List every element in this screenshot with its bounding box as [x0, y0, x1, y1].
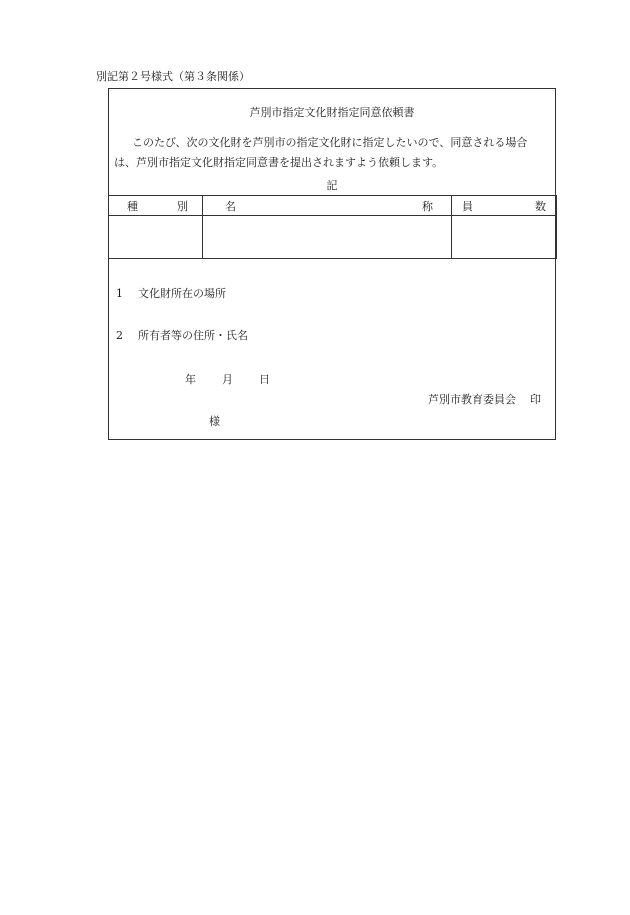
header-count [452, 196, 557, 216]
request-form-frame [108, 88, 556, 440]
header-name [203, 196, 452, 216]
cell-name-input[interactable] [203, 216, 452, 259]
request-body-line-1 [114, 133, 554, 153]
header-count-char-2: 数 [535, 199, 546, 213]
header-type-char-2: 別 [177, 199, 188, 213]
document-title: 芦別市指定文化財指定同意依頼書 [249, 106, 415, 119]
date-year: 年 [185, 373, 196, 386]
cell-count-input[interactable] [452, 216, 557, 259]
table-header-row [109, 196, 557, 216]
date-day: 日 [259, 373, 270, 386]
request-body [114, 133, 554, 173]
header-count-char-1: 員 [462, 199, 473, 213]
addressee-suffix: 様 [209, 415, 220, 428]
issuer [428, 391, 541, 407]
date-month: 月 [222, 373, 233, 386]
item-location [116, 285, 226, 301]
date-line [185, 371, 270, 387]
item-location-number: 1 [116, 287, 123, 300]
header-type-char-1: 種 [127, 199, 138, 213]
form-caption: 別記第２号様式（第３条関係） [96, 70, 250, 83]
issuer-name: 芦別市教育委員会 [428, 393, 516, 406]
item-owner-label: 所有者等の住所・氏名 [138, 329, 248, 342]
property-table [108, 195, 557, 259]
issuer-seal: 印 [530, 393, 541, 406]
table-row [109, 216, 557, 259]
request-body-line-1-text: このたび、次の文化財を芦別市の指定文化財に指定したいので、同意される場合 [132, 136, 528, 149]
cell-type-input[interactable] [109, 216, 203, 259]
header-name-char-1: 名 [225, 199, 236, 213]
item-owner [116, 327, 248, 343]
header-name-char-2: 称 [422, 199, 433, 213]
header-type [109, 196, 203, 216]
ki-label: 記 [326, 179, 338, 192]
request-body-line-2: は、芦別市指定文化財指定同意書を提出されますよう依頼します。 [114, 156, 444, 169]
item-location-label: 文化財所在の場所 [138, 287, 226, 300]
item-owner-number: 2 [116, 329, 123, 342]
